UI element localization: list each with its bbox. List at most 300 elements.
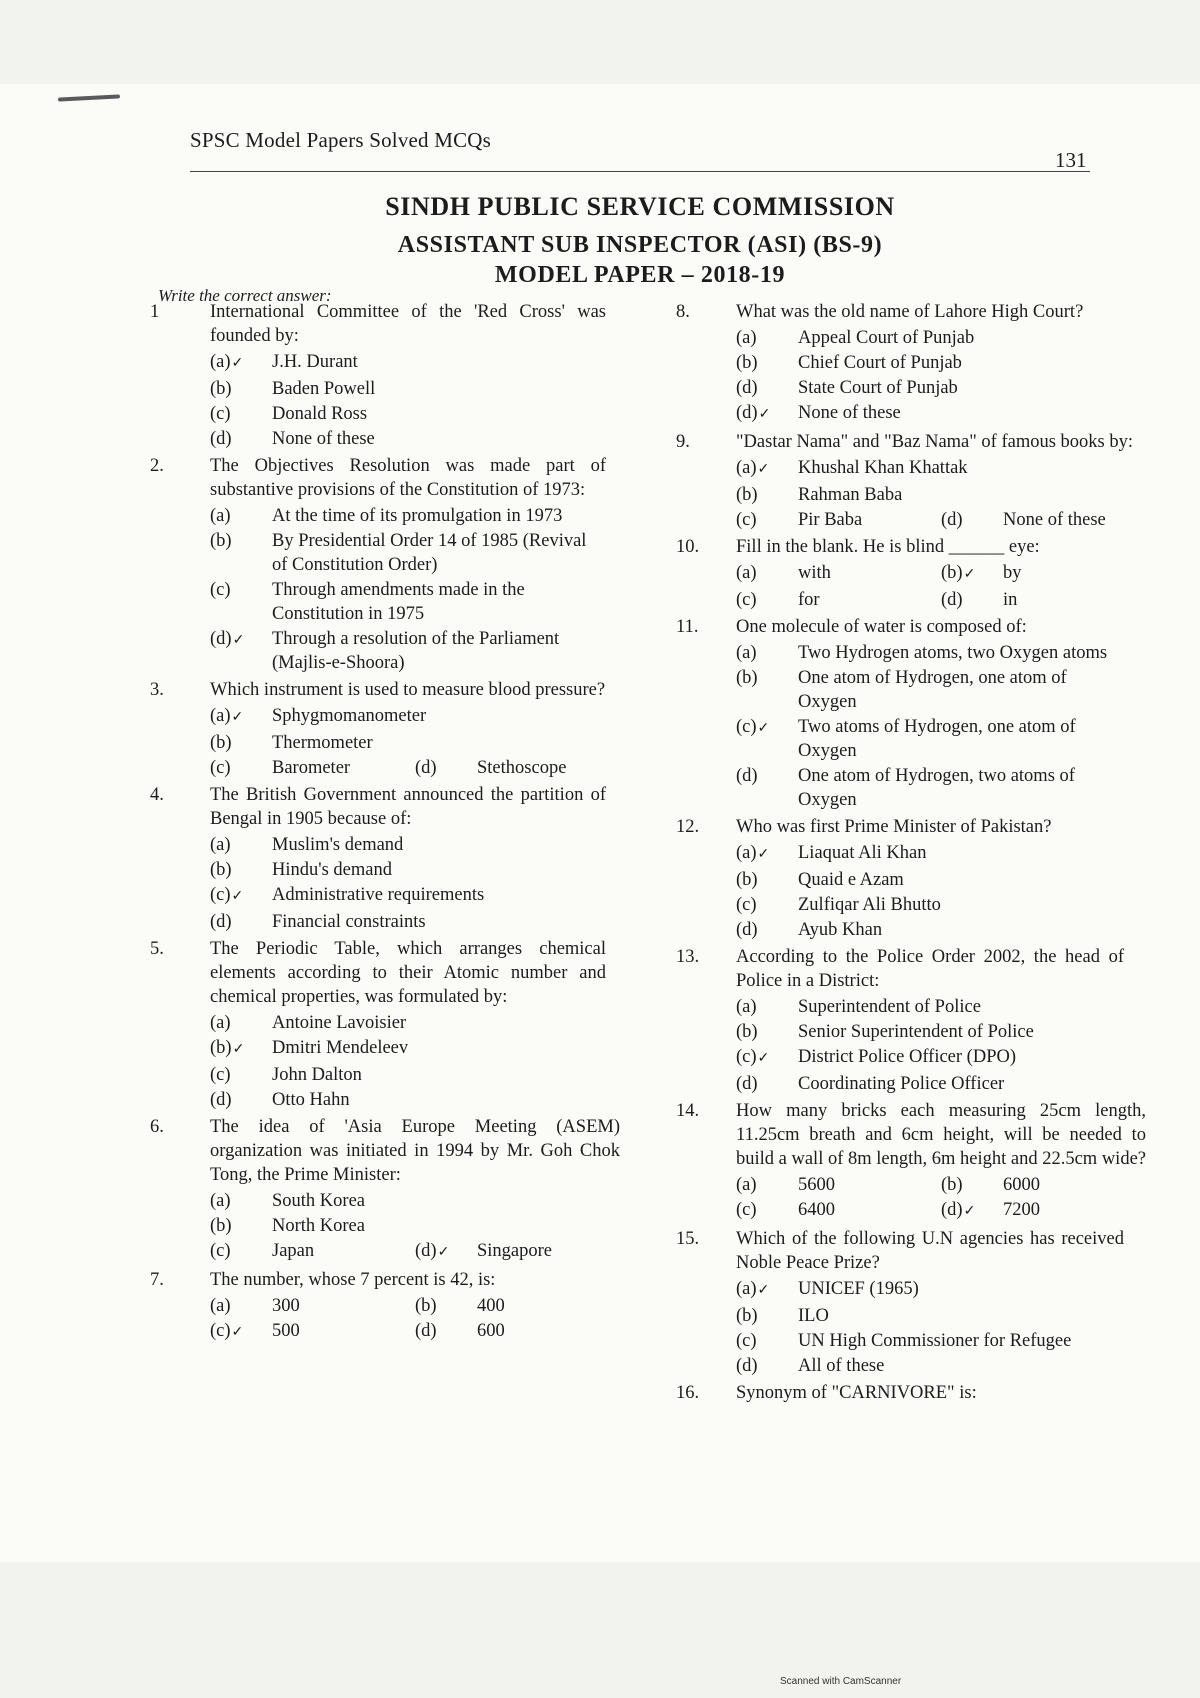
option-label: (b) (210, 1038, 232, 1058)
option-label: (d) (210, 429, 232, 449)
option (736, 588, 941, 612)
option-label-wrap (210, 910, 272, 934)
option-label: (c) (736, 1200, 757, 1220)
correct-check-icon: ✓ (232, 1042, 245, 1057)
question-item (676, 1099, 1146, 1225)
option-label-wrap (210, 504, 272, 528)
option-label: (b) (210, 860, 232, 880)
option-label: (a) (736, 458, 757, 478)
option (736, 1045, 1124, 1071)
option-label: (d) (736, 403, 758, 423)
option-text: UN High Commissioner for Refugee (798, 1331, 1072, 1351)
correct-check-icon: ✓ (757, 462, 770, 477)
option-label-wrap (736, 893, 798, 917)
option-pair (736, 1173, 1146, 1197)
option-label: (c) (736, 1047, 757, 1067)
option-text: By Presidential Order 14 of 1985 (Revival of Constitution Order) (272, 531, 587, 575)
option-text: 5600 (798, 1175, 835, 1195)
scanner-watermark: Scanned with CamScanner (780, 1676, 902, 1687)
option-pair (736, 588, 1146, 612)
option (736, 1072, 1124, 1096)
option (736, 326, 1124, 350)
option (210, 402, 606, 426)
option-text: Donald Ross (272, 404, 368, 424)
option-label: (b) (736, 668, 758, 688)
option-label-wrap (210, 402, 272, 426)
option (736, 1020, 1124, 1044)
option (736, 1173, 941, 1197)
option-text: Japan (272, 1241, 315, 1261)
option (736, 764, 1124, 812)
option-pair (210, 1319, 620, 1345)
option-label: (c) (210, 885, 231, 905)
question-text: What was the old name of Lahore High Court? (736, 302, 1084, 322)
option-text: Appeal Court of Punjab (798, 328, 975, 348)
correct-check-icon: ✓ (757, 1051, 770, 1066)
option-label-wrap (736, 841, 798, 867)
option-text: Antoine Lavoisier (272, 1013, 407, 1033)
option (736, 868, 1124, 892)
option (210, 529, 606, 577)
option-label-wrap (210, 1063, 272, 1087)
question-body (210, 783, 606, 935)
option-text: North Korea (272, 1216, 365, 1236)
option-text: Zulfiqar Ali Bhutto (798, 895, 941, 915)
question-number: 2. (150, 456, 164, 476)
option-text: District Police Officer (DPO) (798, 1047, 1017, 1067)
question-item (676, 815, 1124, 943)
option (941, 1198, 1146, 1224)
option (736, 1198, 941, 1224)
option (210, 427, 606, 451)
option-label-wrap (210, 1088, 272, 1112)
option-label-wrap (210, 1036, 272, 1062)
question-text: Fill in the blank. He is blind ______ eye: (736, 537, 1040, 557)
option-label: (c) (210, 1241, 231, 1261)
option (210, 1214, 620, 1238)
option-label: (a) (210, 706, 231, 726)
question-text: International Committee of the 'Red Cross' was founded by: (210, 302, 606, 346)
option-label-wrap (210, 1294, 272, 1318)
option-label: (b) (210, 733, 232, 753)
option-label-wrap (736, 588, 798, 612)
question-text: Which instrument is used to measure blood pressure? (210, 680, 606, 700)
option (415, 756, 620, 780)
option (736, 893, 1124, 917)
question-body (736, 815, 1124, 943)
option (736, 351, 1124, 375)
option-label-wrap (736, 401, 798, 427)
option-label: (a) (210, 506, 231, 526)
option-label-wrap (736, 868, 798, 892)
option-label-wrap (210, 1319, 272, 1345)
option (736, 995, 1124, 1019)
question-number: 4. (150, 785, 164, 805)
question-text: Which of the following U.N agencies has received Noble Peace Prize? (736, 1229, 1124, 1273)
option-label-wrap (736, 351, 798, 375)
option (736, 483, 1146, 507)
option-label-wrap (415, 1239, 477, 1265)
option-label: (d) (736, 378, 758, 398)
option-label-wrap (210, 883, 272, 909)
option-label: (b) (941, 563, 963, 583)
correct-check-icon: ✓ (963, 567, 976, 582)
option (210, 1239, 415, 1265)
page-number: 131 (1055, 148, 1087, 172)
option-label-wrap (736, 666, 798, 714)
question-number: 11. (676, 617, 699, 637)
correct-check-icon: ✓ (757, 847, 770, 862)
option-label: (d) (736, 766, 758, 786)
option (210, 1319, 415, 1345)
question-body (736, 1227, 1124, 1379)
option-label: (a) (210, 1191, 231, 1211)
question-text: The Periodic Table, which arranges chemical elements according to their Atomic number and chemical properties, was formulated by: (210, 939, 606, 1007)
option (941, 1173, 1146, 1197)
correct-check-icon: ✓ (757, 1283, 770, 1298)
option-label-wrap (736, 1304, 798, 1328)
correct-check-icon: ✓ (758, 407, 771, 422)
option-label-wrap (210, 1239, 272, 1265)
option-label: (a) (210, 1296, 231, 1316)
question-number: 13. (676, 947, 700, 967)
question-body (736, 535, 1146, 613)
option-text: Khushal Khan Khattak (798, 458, 968, 478)
option-label: (d) (210, 629, 232, 649)
question-body (210, 300, 606, 452)
correct-check-icon: ✓ (231, 889, 244, 904)
option-label-wrap (941, 561, 1003, 587)
option-label-wrap (210, 1214, 272, 1238)
correct-check-icon: ✓ (231, 710, 244, 725)
question-item (676, 945, 1124, 1097)
question-text: How many bricks each measuring 25cm length, 11.25cm breath and 6cm height, will be needed to build a wall of 8m length, 6m height and 22.5cm wide? (736, 1101, 1146, 1169)
question-number: 5. (150, 939, 164, 959)
option-label: (a) (736, 843, 757, 863)
option (736, 376, 1124, 400)
question-number: 15. (676, 1229, 700, 1249)
option-text: Barometer (272, 758, 351, 778)
option-text: Otto Hahn (272, 1090, 350, 1110)
option-text: J.H. Durant (272, 352, 358, 372)
option-label: (d) (941, 510, 963, 530)
option-label-wrap (210, 858, 272, 882)
question-body (736, 945, 1124, 1097)
option-label-wrap (736, 1072, 798, 1096)
option-text: 7200 (1003, 1200, 1040, 1220)
question-item (676, 1381, 1124, 1407)
question-item (150, 454, 606, 676)
option-label: (b) (210, 379, 232, 399)
option-label-wrap (210, 756, 272, 780)
option-text: 6400 (798, 1200, 835, 1220)
option-pair (736, 1198, 1146, 1224)
option (210, 1036, 606, 1062)
option (210, 833, 606, 857)
option-label: (b) (736, 1306, 758, 1326)
question-body (736, 300, 1124, 428)
option-text: Stethoscope (477, 758, 567, 778)
question-item (676, 1227, 1124, 1379)
option-label: (b) (415, 1296, 437, 1316)
option-label: (b) (210, 531, 232, 551)
right-column (676, 300, 1146, 1409)
option-label-wrap (736, 1329, 798, 1353)
option-text: One atom of Hydrogen, two atoms of Oxygen (798, 766, 1075, 810)
option-text: 6000 (1003, 1175, 1040, 1195)
option-label: (d) (941, 590, 963, 610)
option (210, 1011, 606, 1035)
option (941, 561, 1146, 587)
option-text: Two Hydrogen atoms, two Oxygen atoms (798, 643, 1108, 663)
option-label-wrap (415, 1319, 477, 1345)
question-text: According to the Police Order 2002, the head of Police in a District: (736, 947, 1124, 991)
option-label-wrap (210, 627, 272, 675)
option-label-wrap (736, 1198, 798, 1224)
option-text: Liaquat Ali Khan (798, 843, 927, 863)
option (941, 588, 1146, 612)
option-text: with (798, 563, 831, 583)
option-text: Thermometer (272, 733, 373, 753)
option (210, 377, 606, 401)
option (736, 1277, 1124, 1303)
option-label: (b) (210, 1216, 232, 1236)
option-text: State Court of Punjab (798, 378, 958, 398)
option-label: (c) (210, 404, 231, 424)
correct-check-icon: ✓ (231, 1325, 244, 1340)
option-label-wrap (736, 483, 798, 507)
option-label-wrap (210, 704, 272, 730)
option-label: (a) (210, 835, 231, 855)
option (736, 666, 1124, 714)
option-label-wrap (736, 456, 798, 482)
option-label: (c) (736, 1331, 757, 1351)
question-number: 8. (676, 302, 690, 322)
option (415, 1239, 620, 1265)
option-label-wrap (736, 561, 798, 587)
option-label: (c) (210, 580, 231, 600)
option-pair (736, 561, 1146, 587)
option-text: Through a resolution of the Parliament (Majlis-e-Shoora) (272, 629, 560, 673)
question-body (736, 615, 1124, 813)
option-label-wrap (736, 995, 798, 1019)
option-label: (d) (736, 1356, 758, 1376)
option (736, 401, 1124, 427)
option-label: (c) (736, 717, 757, 737)
question-text: Synonym of "CARNIVORE" is: (736, 1383, 977, 1403)
option-label-wrap (736, 326, 798, 350)
option-text: John Dalton (272, 1065, 362, 1085)
question-item (150, 1115, 620, 1266)
option (736, 841, 1124, 867)
option-label-wrap (210, 833, 272, 857)
option-text: Ayub Khan (798, 920, 883, 940)
option-label-wrap (736, 1173, 798, 1197)
option (736, 1304, 1124, 1328)
option-label: (c) (210, 758, 231, 778)
header-rule (190, 171, 1090, 172)
option-label: (c) (736, 895, 757, 915)
option-pair (736, 508, 1146, 532)
option-text: None of these (1003, 510, 1106, 530)
option-text: South Korea (272, 1191, 365, 1211)
correct-check-icon: ✓ (231, 356, 244, 371)
option-label-wrap (210, 529, 272, 577)
option-label-wrap (941, 588, 1003, 612)
question-text: The Objectives Resolution was made part of substantive provisions of the Constitution of 1973: (210, 456, 606, 500)
option-label: (d) (736, 1074, 758, 1094)
commission-title: SINDH PUBLIC SERVICE COMMISSION (385, 192, 895, 221)
option-label-wrap (941, 1198, 1003, 1224)
question-item (150, 300, 606, 452)
option (941, 508, 1146, 532)
option-text: Administrative requirements (272, 885, 485, 905)
option-label: (d) (736, 920, 758, 940)
option-text: Two atoms of Hydrogen, one atom of Oxygen (798, 717, 1076, 761)
option (736, 1354, 1124, 1378)
option-text: Sphygmomanometer (272, 706, 427, 726)
option (415, 1294, 620, 1318)
option-label: (b) (941, 1175, 963, 1195)
option (736, 561, 941, 587)
option-text: Superintendent of Police (798, 997, 981, 1017)
option-text: Quaid e Azam (798, 870, 904, 890)
paper-title: MODEL PAPER – 2018-19 (494, 262, 786, 288)
option-label-wrap (941, 1173, 1003, 1197)
option-label-wrap (415, 756, 477, 780)
option-text: Rahman Baba (798, 485, 903, 505)
option-label: (a) (736, 997, 757, 1017)
question-item (676, 300, 1124, 428)
option-label: (c) (210, 1321, 231, 1341)
question-body (736, 1381, 1124, 1407)
option-text: by (1003, 563, 1022, 583)
option-label: (c) (736, 590, 757, 610)
option (210, 910, 606, 934)
option-label: (b) (736, 1022, 758, 1042)
option (736, 456, 1146, 482)
option (736, 508, 941, 532)
option (210, 756, 415, 780)
left-column (150, 300, 620, 1348)
option-label-wrap (210, 731, 272, 755)
option-label: (a) (736, 643, 757, 663)
option-label-wrap (736, 508, 798, 532)
question-body (210, 1115, 620, 1266)
question-text: The number, whose 7 percent is 42, is: (210, 1270, 496, 1290)
option-text: None of these (798, 403, 901, 423)
option-label-wrap (736, 1045, 798, 1071)
question-text: Who was first Prime Minister of Pakistan? (736, 817, 1052, 837)
instruction: Write the correct answer: (158, 286, 332, 305)
option-text: At the time of its promulgation in 1973 (272, 506, 563, 526)
question-item (676, 430, 1134, 533)
option-text: Singapore (477, 1241, 553, 1261)
option-text: 400 (477, 1296, 505, 1316)
option (210, 731, 620, 755)
question-item (676, 615, 1124, 813)
option-label-wrap (210, 1011, 272, 1035)
option-label: (a) (736, 1279, 757, 1299)
option-pair (210, 756, 620, 780)
option-text: Dmitri Mendeleev (272, 1038, 409, 1058)
option (736, 641, 1124, 665)
question-number: 1 (150, 302, 160, 322)
question-item (150, 1268, 606, 1346)
question-text: One molecule of water is composed of: (736, 617, 1027, 637)
option (210, 578, 606, 626)
option (210, 627, 606, 675)
option-label-wrap (736, 715, 798, 763)
option-text: Coordinating Police Officer (798, 1074, 1005, 1094)
option-text: Chief Court of Punjab (798, 353, 962, 373)
option-text: in (1003, 590, 1018, 610)
option-text: Financial constraints (272, 912, 426, 932)
option-label: (a) (736, 563, 757, 583)
option-label-wrap (210, 578, 272, 626)
option (415, 1319, 620, 1345)
option (210, 350, 606, 376)
option-label: (d) (210, 1090, 232, 1110)
question-number: 3. (150, 680, 164, 700)
question-number: 14. (676, 1101, 700, 1121)
question-text: The idea of 'Asia Europe Meeting (ASEM) organization was initiated in 1994 by Mr. Goh Chok Tong, the Prime Minister: (210, 1117, 620, 1185)
question-body (736, 1099, 1146, 1225)
question-body (210, 454, 606, 676)
option-label: (b) (736, 485, 758, 505)
option (736, 715, 1124, 763)
option (210, 1063, 606, 1087)
question-number: 10. (676, 537, 700, 557)
option-label: (b) (736, 353, 758, 373)
option-label-wrap (736, 376, 798, 400)
post-title: ASSISTANT SUB INSPECTOR (ASI) (BS-9) (397, 232, 883, 258)
option-label-wrap (210, 377, 272, 401)
question-number: 12. (676, 817, 700, 837)
option-text: All of these (798, 1356, 885, 1376)
option-text: None of these (272, 429, 375, 449)
option-label-wrap (736, 918, 798, 942)
correct-check-icon: ✓ (232, 633, 245, 648)
running-head: SPSC Model Papers Solved MCQs (190, 128, 492, 152)
correct-check-icon: ✓ (757, 721, 770, 736)
question-text: The British Government announced the partition of Bengal in 1905 because of: (210, 785, 606, 829)
option-label: (a) (210, 1013, 231, 1033)
question-number: 6. (150, 1117, 164, 1137)
question-body (210, 678, 620, 781)
option-text: ILO (798, 1306, 829, 1326)
option-label: (c) (210, 1065, 231, 1085)
option-label: (d) (415, 1241, 437, 1261)
option-text: Through amendments made in the Constitution in 1975 (272, 580, 525, 624)
question-body (736, 430, 1146, 533)
question-number: 7. (150, 1270, 164, 1290)
option-text: Muslim's demand (272, 835, 404, 855)
option-label-wrap (736, 1020, 798, 1044)
option-label: (a) (210, 352, 231, 372)
option-label: (b) (736, 870, 758, 890)
option-label: (d) (415, 758, 437, 778)
option-text: Baden Powell (272, 379, 376, 399)
option-pair (210, 1239, 620, 1265)
option-text: 500 (272, 1321, 300, 1341)
option-label-wrap (415, 1294, 477, 1318)
option-text: One atom of Hydrogen, one atom of Oxygen (798, 668, 1067, 712)
option-label-wrap (210, 427, 272, 451)
option (210, 883, 606, 909)
question-item (150, 678, 606, 781)
option-label-wrap (210, 350, 272, 376)
